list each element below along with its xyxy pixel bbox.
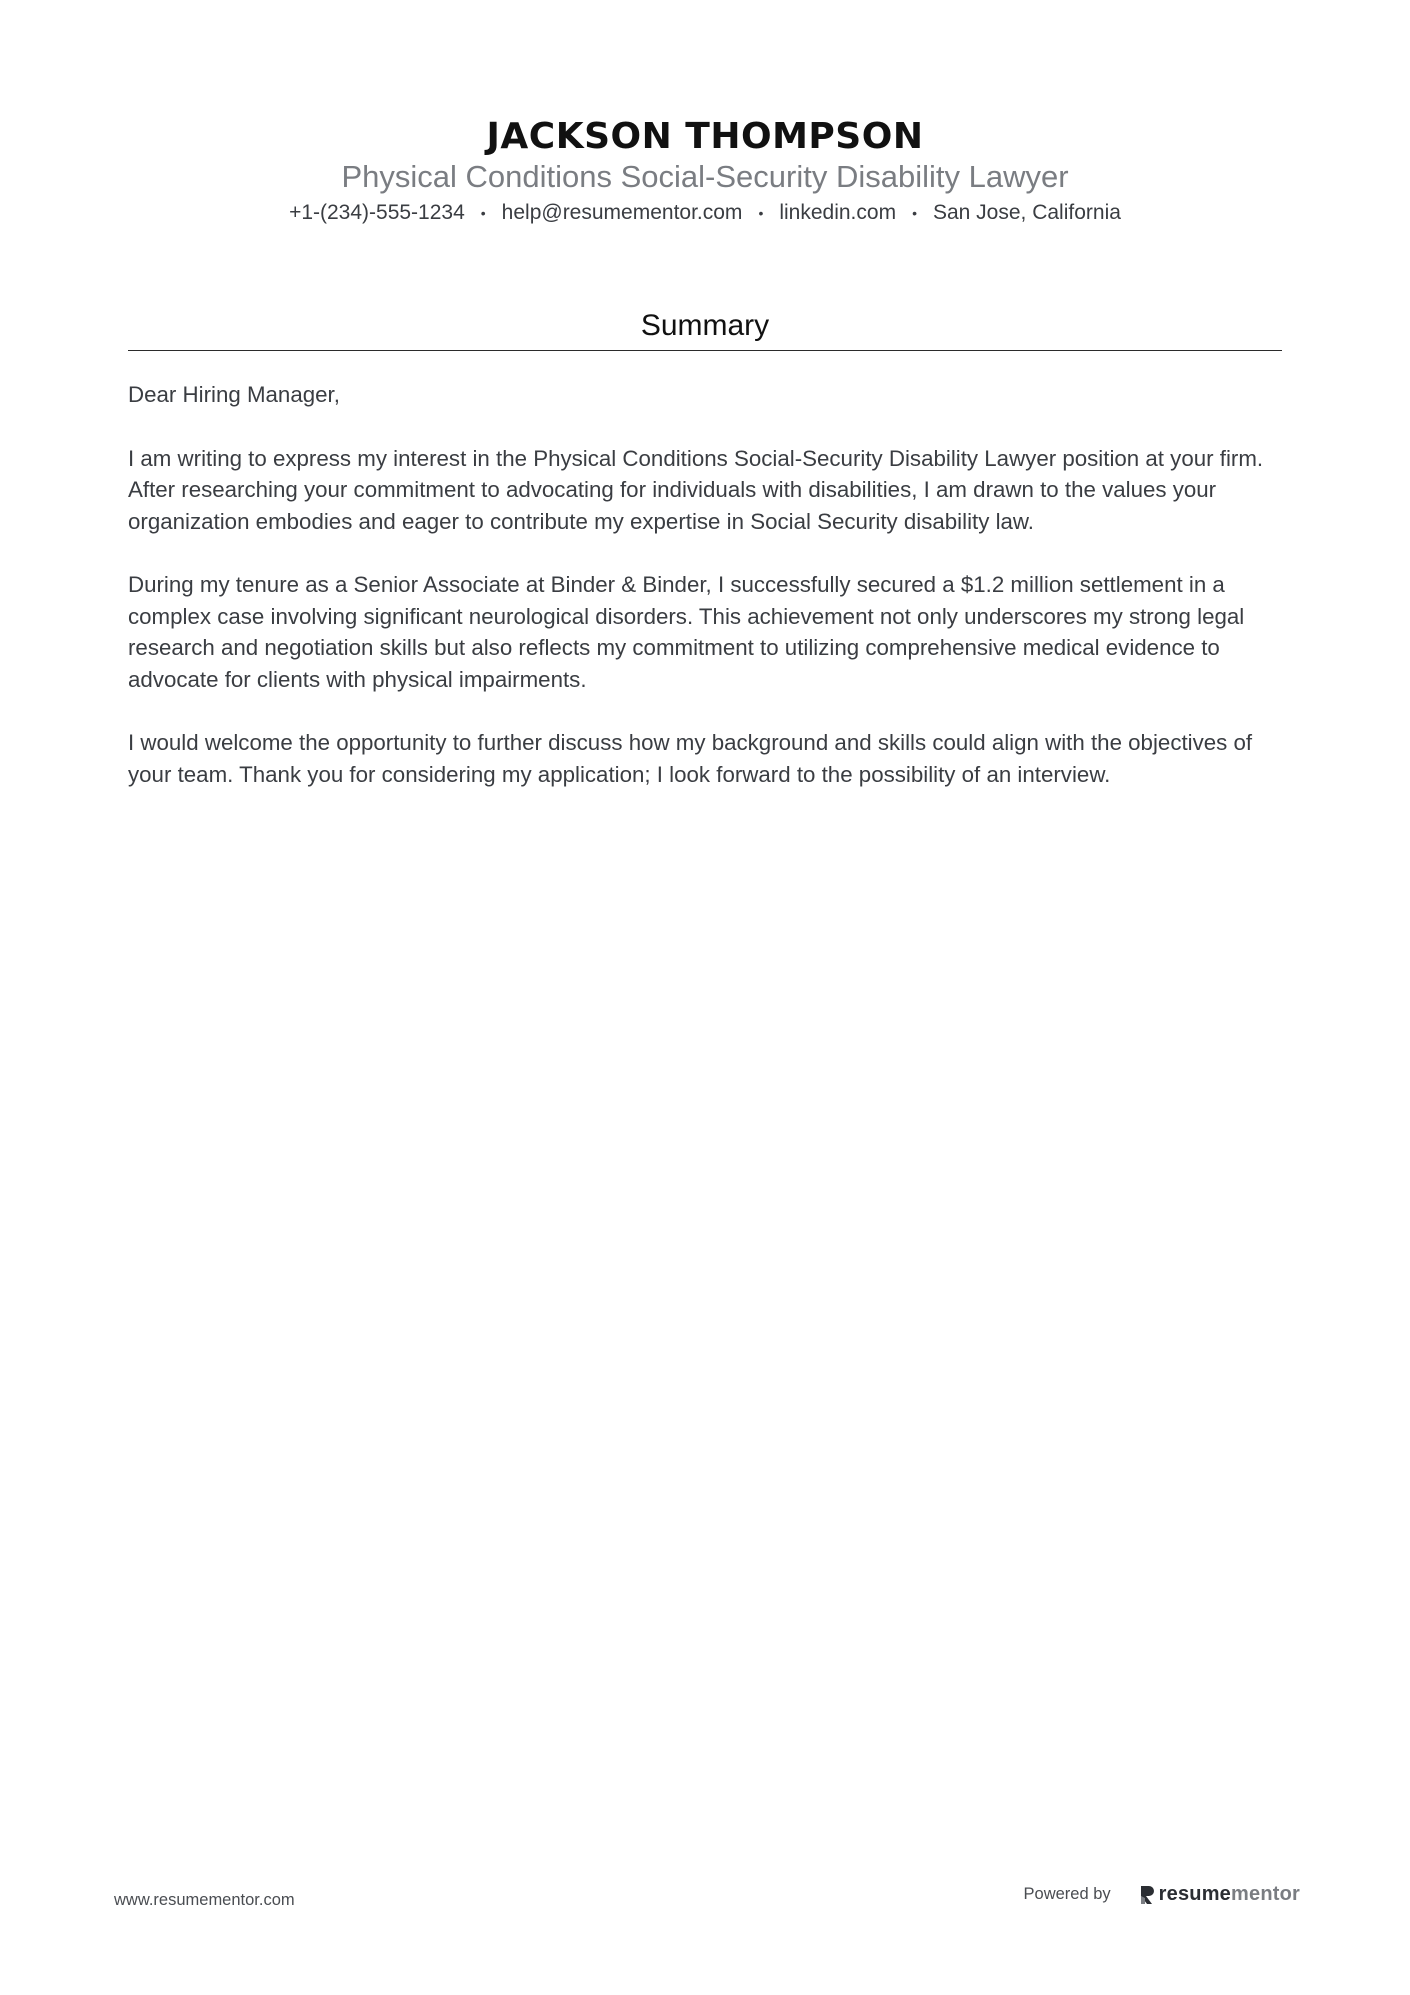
contact-location: San Jose, California xyxy=(932,201,1121,224)
brand-name-part2: mentor xyxy=(1231,1883,1300,1905)
contact-email[interactable]: help@resumementor.com xyxy=(501,201,743,224)
contact-line xyxy=(0,198,1410,228)
brand-name-part1: resume xyxy=(1158,1883,1232,1905)
contact-linkedin[interactable]: linkedin.com xyxy=(779,201,897,224)
summary-paragraph-2: During my tenure as a Senior Associate at Binder & Binder, I successfully secured a $1.2 million settlement in a complex case involving significant neurological disorders. This achievement not only underscores my strong legal research and negotiation skills but also reflects my commitment to utilizing comprehensive medical evidence to advocate for clients with physical impairments. xyxy=(128,572,1245,692)
summary-body xyxy=(128,379,1288,822)
contact-phone: +1-(234)-555-1234 xyxy=(289,201,465,224)
resumementor-logo-icon xyxy=(1139,1885,1155,1905)
candidate-name: JACKSON THOMPSON xyxy=(486,116,924,157)
contact-separator: • xyxy=(480,205,486,221)
contact-separator: • xyxy=(912,205,917,221)
brand-logo[interactable] xyxy=(1139,1883,1300,1906)
summary-paragraph-3: I would welcome the opportunity to further discuss how my background and skills could align with the objectives of your team. Thank you for considering my application; I look forward to the possibility of an interview. xyxy=(128,730,1253,787)
section-divider xyxy=(128,350,1282,351)
powered-by-label: Powered by xyxy=(1023,1885,1111,1903)
salutation: Dear Hiring Manager, xyxy=(128,382,340,407)
summary-paragraph-1: I am writing to express my interest in the Physical Conditions Social-Security Disability Lawyer position at your firm. After researching your commitment to advocating for individuals with disabilities, I am drawn to the values your organization embodies and eager to contribute my expertise in Social Security disability law. xyxy=(128,445,1264,534)
summary-heading: Summary xyxy=(640,309,770,342)
contact-separator: • xyxy=(758,205,764,221)
job-title: Physical Conditions Social-Security Disability Lawyer xyxy=(341,159,1069,194)
footer-website[interactable]: www.resumementor.com xyxy=(114,1891,295,1909)
footer-branding xyxy=(1024,1883,1300,1906)
resume-header xyxy=(0,116,1410,228)
